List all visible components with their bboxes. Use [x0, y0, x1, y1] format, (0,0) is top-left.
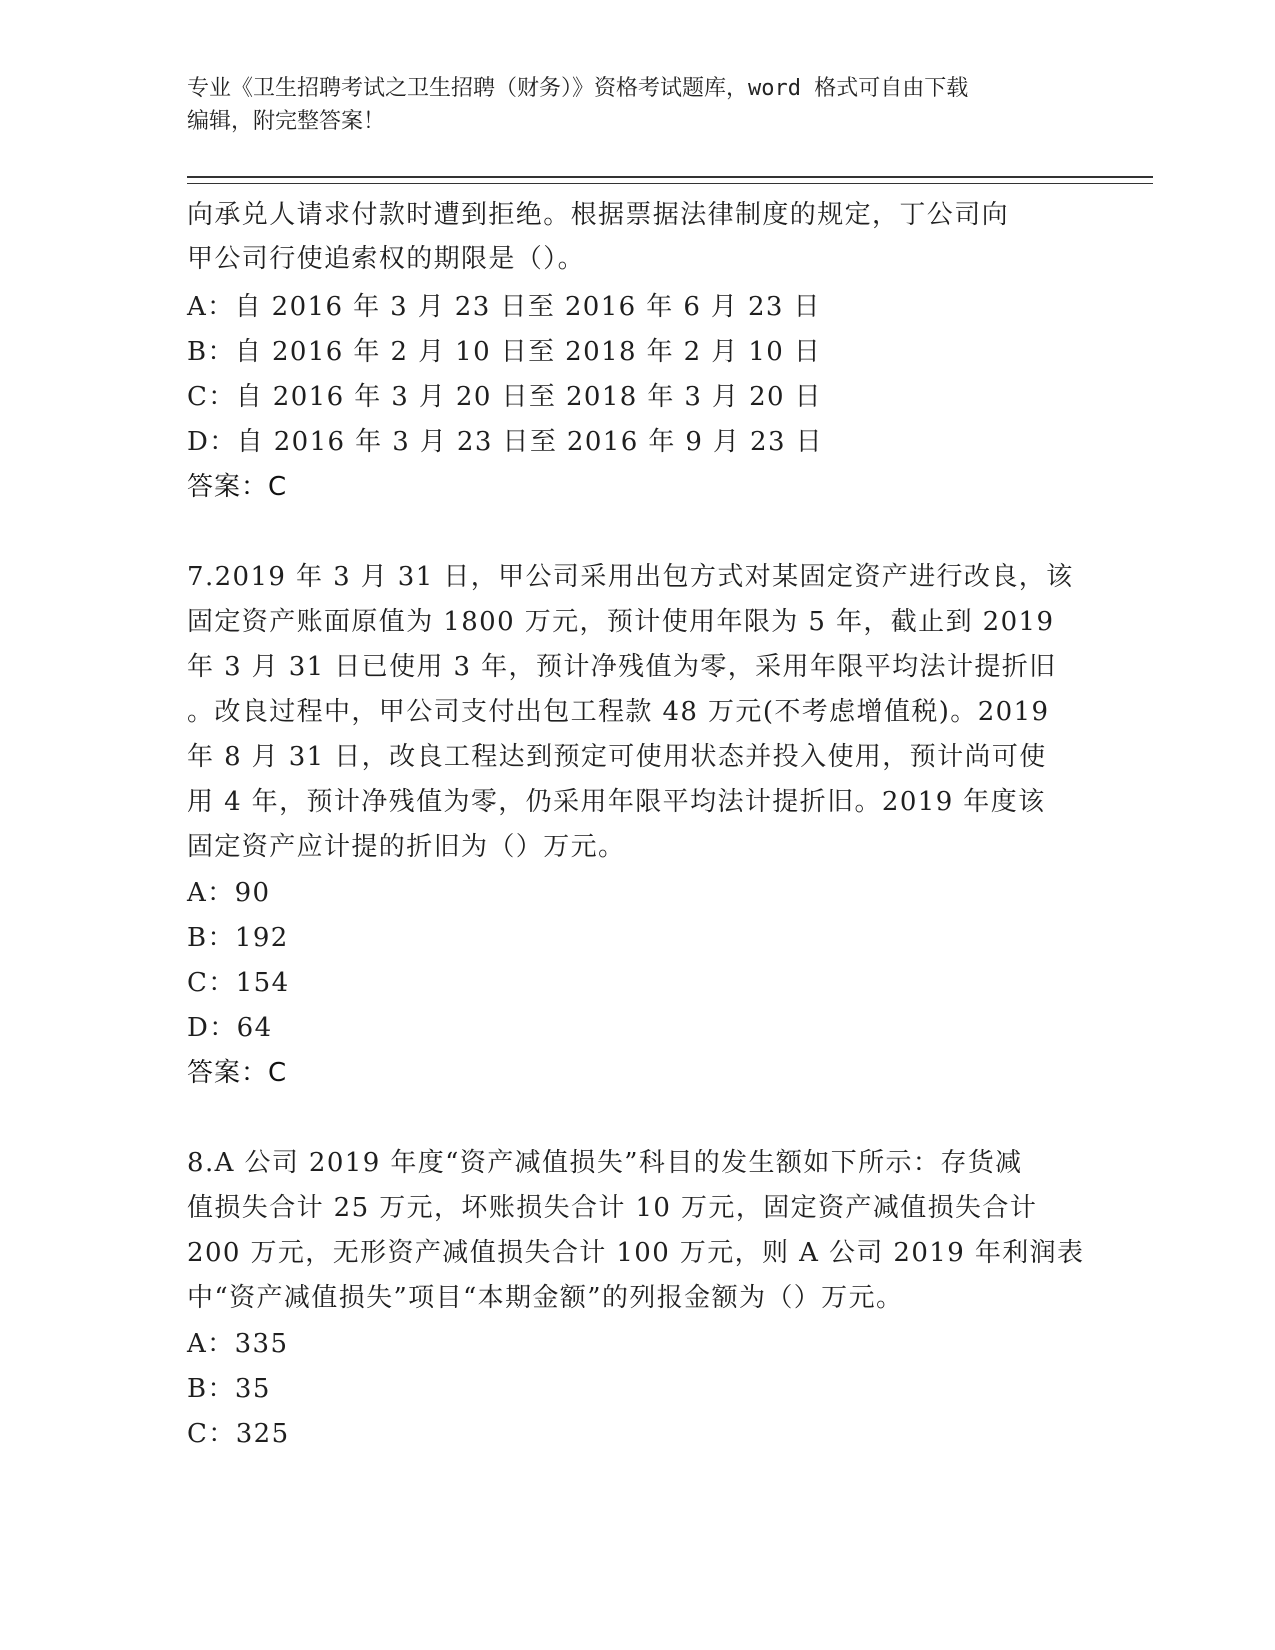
q7-option-a: A：90	[187, 878, 271, 908]
header-divider-thin	[187, 183, 1153, 184]
q6-answer: 答案：C	[187, 472, 288, 502]
q6-option-a: A：自 2016 年 3 月 23 日至 2016 年 6 月 23 日	[187, 292, 821, 322]
q8-text-line: 值损失合计 25 万元，坏账损失合计 10 万元，固定资产减值损失合计	[187, 1193, 1038, 1223]
q7-option-d: D：64	[187, 1013, 273, 1043]
q6-option-b: B：自 2016 年 2 月 10 日至 2018 年 2 月 10 日	[187, 337, 822, 367]
q8-text-line: 中“资产减值损失”项目“本期金额”的列报金额为（）万元。	[187, 1283, 904, 1313]
q7-text-line: 固定资产应计提的折旧为（）万元。	[187, 832, 626, 862]
header-divider-thick	[187, 176, 1153, 178]
q6-option-c: C：自 2016 年 3 月 20 日至 2018 年 3 月 20 日	[187, 382, 823, 412]
q7-text-line: 7.2019 年 3 月 31 日，甲公司采用出包方式对某固定资产进行改良，该	[187, 562, 1074, 592]
q7-text-line: 。改良过程中，甲公司支付出包工程款 48 万元(不考虑增值税)。2019	[187, 697, 1050, 727]
q7-text-line: 年 3 月 31 日已使用 3 年，预计净残值为零，采用年限平均法计提折旧	[187, 652, 1057, 682]
q7-text-line: 用 4 年，预计净残值为零，仍采用年限平均法计提折旧。2019 年度该	[187, 787, 1046, 817]
q7-text-line: 年 8 月 31 日，改良工程达到预定可使用状态并投入使用，预计尚可使	[187, 742, 1047, 772]
q8-option-b: B：35	[187, 1374, 271, 1404]
q7-text-line: 固定资产账面原值为 1800 万元，预计使用年限为 5 年，截止到 2019	[187, 607, 1055, 637]
q8-option-a: A：335	[187, 1329, 289, 1359]
header-line-2: 编辑，附完整答案！	[187, 109, 386, 134]
q6-text-line: 甲公司行使追索权的期限是（）。	[187, 244, 586, 274]
q6-text-line: 向承兑人请求付款时遭到拒绝。根据票据法律制度的规定，丁公司向	[187, 200, 1010, 230]
q8-text-line: 200 万元，无形资产减值损失合计 100 万元，则 A 公司 2019 年利润表	[187, 1238, 1085, 1268]
q7-option-c: C：154	[187, 968, 290, 998]
q8-option-c: C：325	[187, 1419, 290, 1449]
document-header	[187, 72, 1067, 138]
header-line-1: 专业《卫生招聘考试之卫生招聘（财务）》资格考试题库，word 格式可自由下载	[187, 76, 969, 101]
q7-answer: 答案：C	[187, 1058, 288, 1088]
q7-option-b: B：192	[187, 923, 289, 953]
q6-option-d: D：自 2016 年 3 月 23 日至 2016 年 9 月 23 日	[187, 427, 824, 457]
q8-text-line: 8.A 公司 2019 年度“资产减值损失”科目的发生额如下所示：存货减	[187, 1148, 1023, 1178]
